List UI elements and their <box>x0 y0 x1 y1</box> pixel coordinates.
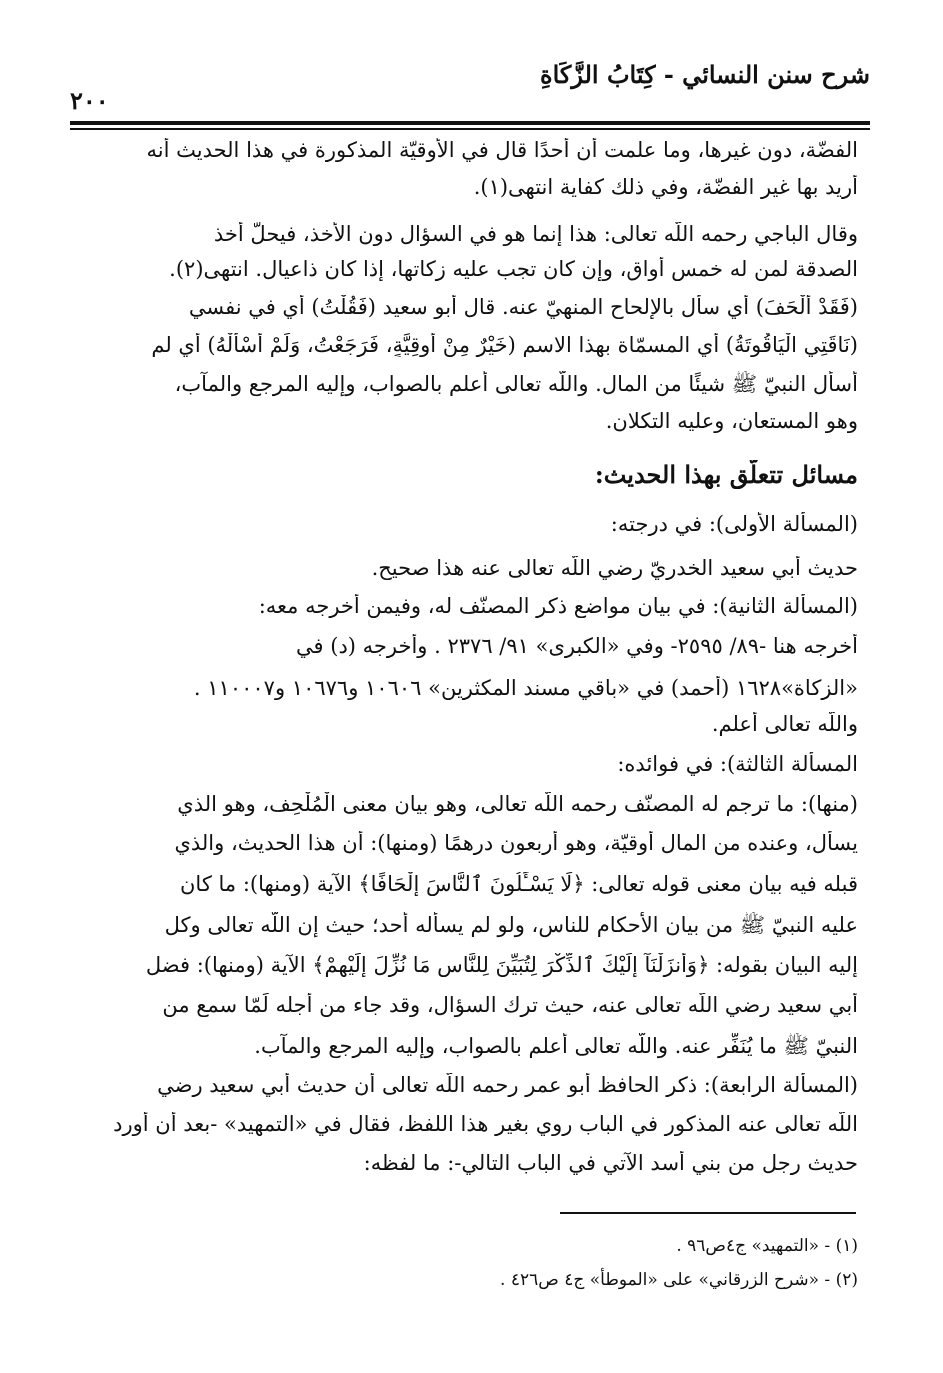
footnote-separator <box>560 1212 856 1214</box>
text-line: حديث رجل من بني أسد الآتي في الباب التالي-: ما لفظه: <box>363 1151 858 1175</box>
running-header <box>70 60 870 120</box>
text-line: يسأل، وعنده من المال أوقيّة، وهو أربعون درهمًا (ومنها): أن هذا الحديث، والذي <box>174 831 858 855</box>
text-line: أريد بها غير الفضّة، وفي ذلك كفاية انتهى(١). <box>473 175 858 199</box>
text-line: حديث أبي سعيد الخدريّ رضي اللَّه تعالى عنه هذا صحيح. <box>371 556 858 580</box>
text-line: أخرجه هنا -٨٩/ ٢٥٩٥- وفي «الكبرى» ٩١/ ٢٣٧٦ . وأخرجه (د) في <box>296 634 858 658</box>
section-heading: مسائل تتعلّق بهذا الحديث: <box>594 460 858 489</box>
text-line: النبيّ ﷺ ما يُنَفِّر عنه. واللَّه تعالى أعلم بالصواب، وإليه المرجع والمآب. <box>254 1034 858 1058</box>
header-title: شرح سنن النسائي - كِتَابُ الزَّكَاةِ <box>540 60 870 89</box>
text-line: اللَّه تعالى عنه المذكور في الباب روي بغير هذا اللفظ، فقال في «التمهيد» -بعد أن أورد <box>113 1112 858 1136</box>
text-line: أسأل النبيّ ﷺ شيئًا من المال. واللَّه تعالى أعلم بالصواب، وإليه المرجع والمآب، <box>174 372 858 396</box>
text-line: إليه البيان بقوله: ﴿وَأَنزَلْنَآ إِلَيْكَ ٱلذِّكْرَ لِتُبَيِّنَ لِلنَّاسِ مَا نُزِّلَ إِلَيْهِمْ﴾ الآية (ومنها): فضل <box>145 953 858 977</box>
text-line: (منها): ما ترجم له المصنّف رحمه اللَّه تعالى، وهو بيان معنى الْمُلْحِف، وهو الذي <box>177 792 858 816</box>
footnote-1: (١) - «التمهيد» ج٤ص٩٦ . <box>676 1236 858 1256</box>
header-rule-thin <box>70 128 870 130</box>
text-line: (المسألة الثانية): في بيان مواضع ذكر المصنّف له، وفيمن أخرجه معه: <box>258 594 858 618</box>
text-line: (فَقَدْ أَلْحَفَ) أي سأل بالإلحاح المنهيّ عنه. قال أبو سعيد (فَقُلْتُ) أي في نفسي <box>188 295 858 319</box>
text-line: أبي سعيد رضي اللَّه تعالى عنه، حيث ترك السؤال، وقد جاء من أجله لَمّا سمع من <box>162 993 858 1017</box>
text-line: (نَاقَتِي الْيَاقُوتَةُ) أي المسمّاة بهذا الاسم (خَيْرٌ مِنْ أُوقِيَّةٍ، فَرَجَعْتُ، وَلَمْ أَسْأَلْهُ) أي لم <box>151 333 858 357</box>
footnote-2: (٢) - «شرح الزرقاني» على «الموطأ» ج٤ ص٤٢٦ . <box>500 1270 858 1290</box>
header-rule-thick <box>70 121 870 125</box>
text-line: (المسألة الرابعة): ذكر الحافظ أبو عمر رحمه اللَّه تعالى أن حديث أبي سعيد رضي <box>157 1073 858 1097</box>
text-line: الفضّة، دون غيرها، وما علمت أن أحدًا قال في الأوقيّة المذكورة في هذا الحديث أنه <box>146 138 858 162</box>
text-line: (المسألة الأولى): في درجته: <box>610 512 858 536</box>
text-line: الصدقة لمن له خمس أواق، وإن كان تجب عليه زكاتها، إذا كان ذاعيال. انتهى(٢). <box>169 257 858 281</box>
text-line: واللَّه تعالى أعلم. <box>711 712 858 736</box>
text-line: «الزكاة»١٦٢٨ (أحمد) في «باقي مسند المكثرين» ١٠٦٠٦ و١٠٦٧٦ و١١٠٠٠٧ . <box>193 676 858 700</box>
text-line: المسألة الثالثة): في فوائده: <box>617 752 858 776</box>
text-line: عليه النبيّ ﷺ من بيان الأحكام للناس، ولو لم يسأله أحد؛ حيث إن اللَّه تعالى وكل <box>164 913 858 937</box>
text-line: وقال الباجي رحمه اللَّه تعالى: هذا إنما هو في السؤال دون الأخذ، فيحلّ أخذ <box>213 222 858 246</box>
page-number: ٢٠٠ <box>70 86 109 115</box>
text-line: وهو المستعان، وعليه التكلان. <box>605 409 858 433</box>
text-line: قبله فيه بيان معنى قوله تعالى: ﴿لَا يَسْـَٔلُونَ ٱلنَّاسَ إِلْحَافًا﴾ الآية (ومنها): ما كان <box>180 872 858 896</box>
